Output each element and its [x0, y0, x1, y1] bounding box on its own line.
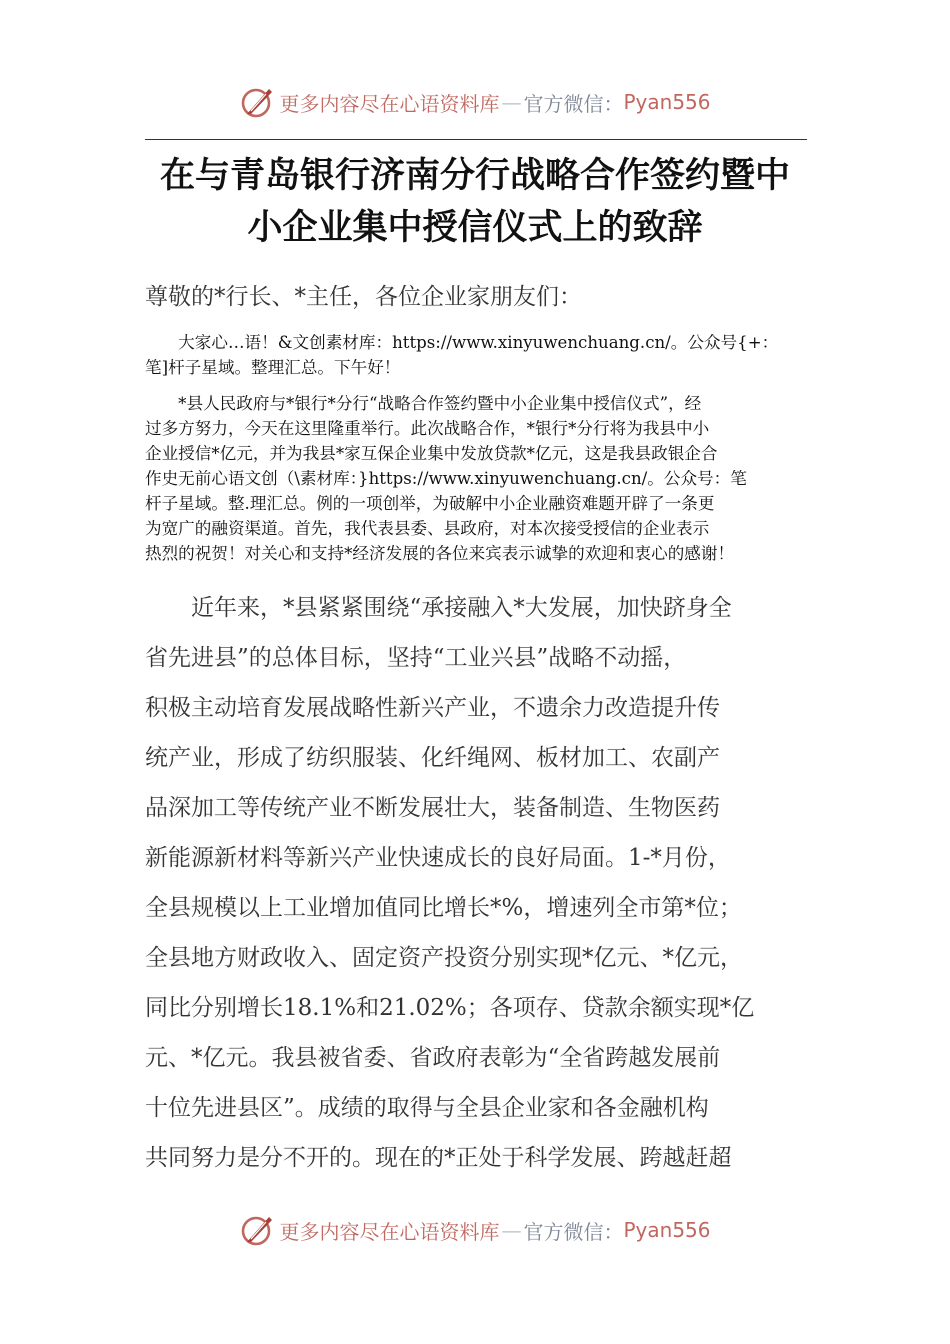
- text-line: 作史无前心语文创（\素材库：}https://www.xinyuwenchuang.cn/。公众号：笔: [145, 469, 747, 488]
- text-line: *县人民政府与*银行*分行“战略合作签约暨中小企业集中授信仪式”，经: [145, 394, 702, 413]
- banner-wechat-id: Pyan556: [623, 1218, 711, 1242]
- text-line: 积极主动培育发展战略性新兴产业，不遗余力改造提升传: [145, 695, 720, 721]
- text-line: 全县规模以上工业增加值同比增长*%，增速列全市第*位；: [145, 895, 742, 921]
- paragraph-1: [145, 391, 813, 566]
- text-line: 新能源新材料等新兴产业快速成长的良好局面。1-*月份，: [145, 845, 731, 871]
- footer-banner: [0, 1210, 950, 1250]
- intro-paragraph: [145, 330, 813, 380]
- text-line: 近年来，*县紧紧围绕“承接融入*大发展，加快跻身全: [145, 595, 732, 621]
- text-line: 大家心…语！&文创素材库：https://www.xinyuwenchuang.cn/。公众号{+：: [145, 333, 779, 352]
- header-banner: [0, 82, 950, 122]
- text-line: 企业授信*亿元，并为我县*家互保企业集中发放贷款*亿元，这是我县政银企合: [145, 444, 718, 463]
- text-line: 全县地方财政收入、固定资产投资分别实现*亿元、*亿元，: [145, 945, 743, 971]
- paragraph-2: [145, 583, 825, 1183]
- header-rule: [145, 139, 807, 140]
- banner-dash: —: [501, 90, 522, 114]
- text-line: 元、*亿元。我县被省委、省政府表彰为“全省跨越发展前: [145, 1045, 721, 1071]
- text-line: 共同努力是分不开的。现在的*正处于科学发展、跨越赶超: [145, 1145, 732, 1171]
- text-line: 热烈的祝贺！对关心和支持*经济发展的各位来宾表示诚挚的欢迎和衷心的感谢！: [145, 544, 735, 563]
- text-line: 统产业，形成了纺织服装、化纤绳网、板材加工、农副产: [145, 745, 720, 771]
- text-line: 杆子星域。整.理汇总。例的一项创举，为破解中小企业融资难题开辟了一条更: [145, 494, 715, 513]
- title-line-2: 小企业集中授信仪式上的致辞: [247, 208, 703, 248]
- banner-wechat-label: 官方微信：: [523, 91, 624, 116]
- text-line: 笔]杆子星域。整理汇总。下午好！: [145, 358, 401, 377]
- quill-pen-logo-icon: [239, 84, 275, 120]
- text-line: 品深加工等传统产业不断发展壮大，装备制造、生物医药: [145, 795, 720, 821]
- text-line: 十位先进县区”。成绩的取得与全县企业家和各金融机构: [145, 1095, 709, 1121]
- banner-wechat-id: Pyan556: [623, 90, 711, 114]
- text-line: 过多方努力，今天在这里隆重举行。此次战略合作，*银行*分行将为我县中小: [145, 419, 710, 438]
- text-line: 省先进县”的总体目标，坚持“工业兴县”战略不动摇，: [145, 645, 687, 671]
- banner-main-text: 更多内容尽在心语资料库: [279, 91, 500, 116]
- title-line-1: 在与青岛银行济南分行战略合作签约暨中: [159, 156, 790, 196]
- quill-pen-logo-icon: [239, 1212, 275, 1248]
- banner-dash: —: [501, 1218, 522, 1242]
- text-line: 同比分别增长18.1%和21.02%；各项存、贷款余额实现*亿: [145, 995, 755, 1021]
- banner-wechat-label: 官方微信：: [523, 1219, 624, 1244]
- document-title: [0, 150, 950, 254]
- banner-main-text: 更多内容尽在心语资料库: [279, 1219, 500, 1244]
- salutation: 尊敬的*行长、*主任，各位企业家朋友们：: [145, 284, 582, 310]
- text-line: 为宽广的融资渠道。首先，我代表县委、县政府，对本次接受授信的企业表示: [145, 519, 710, 538]
